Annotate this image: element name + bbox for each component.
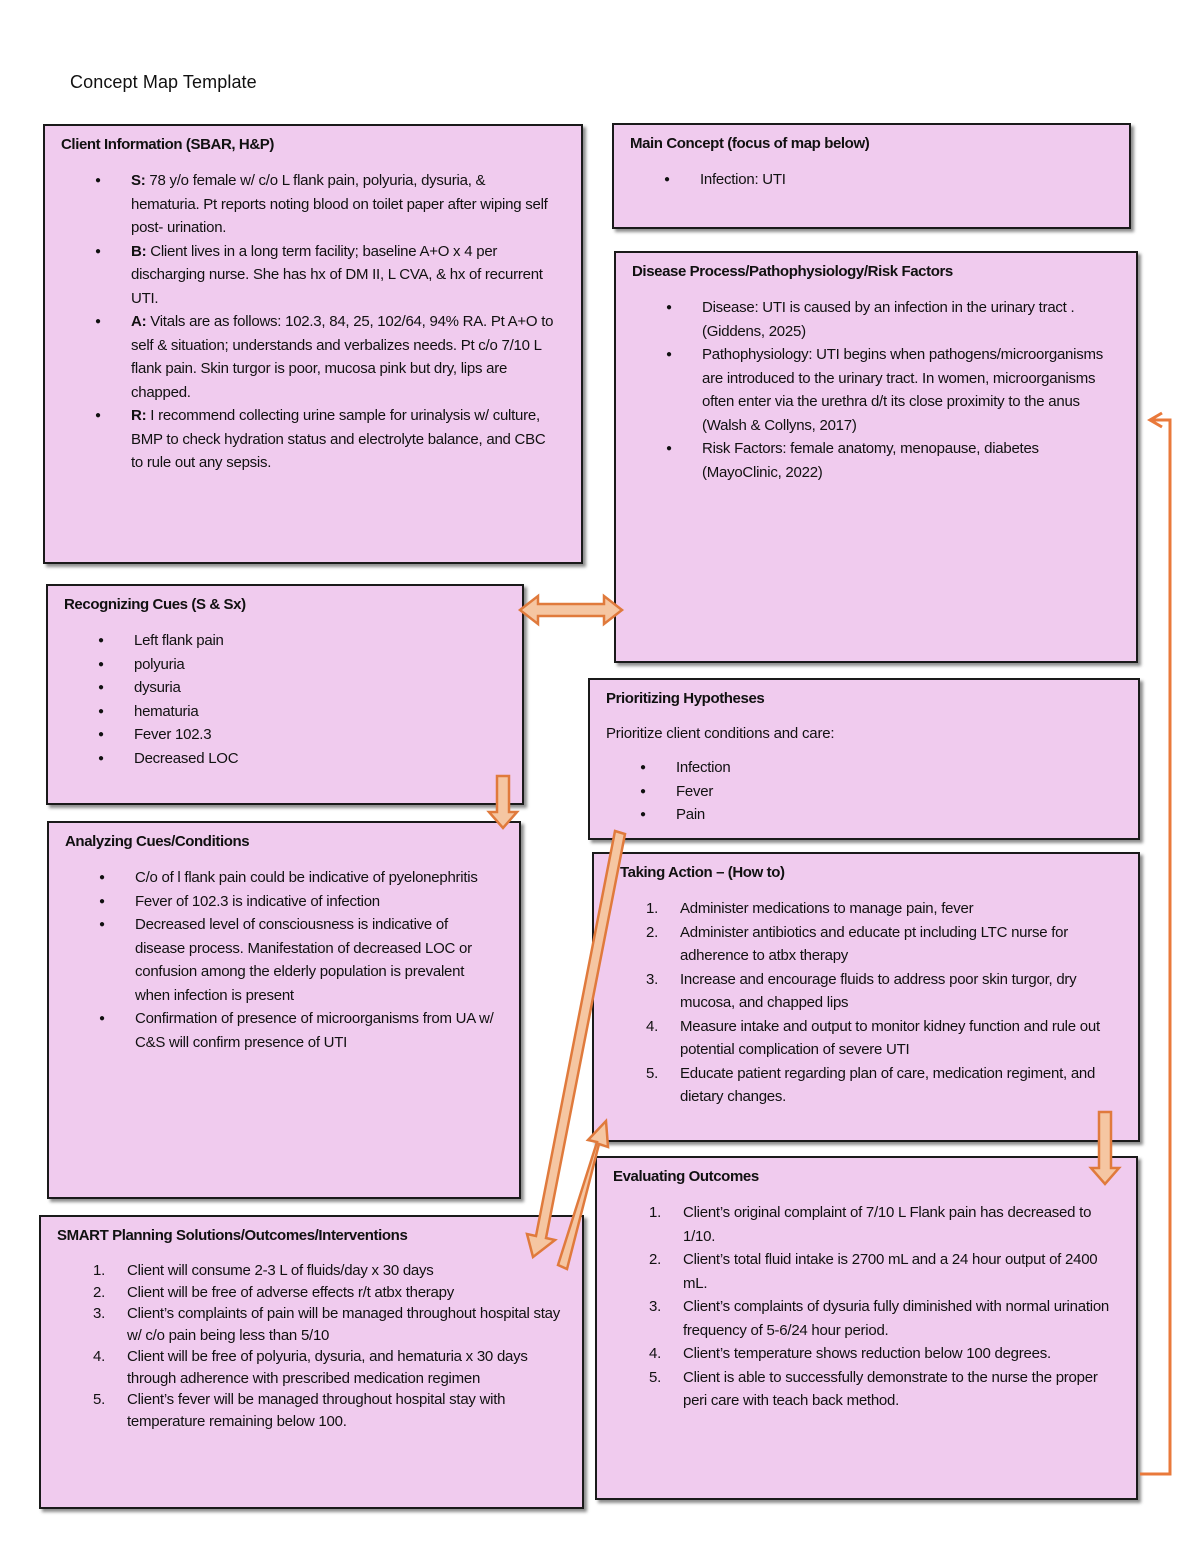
- elbow-arrow-evaluating-disease: [1140, 420, 1170, 1474]
- smart-item: Client will consume 2-3 L of fluids/day x 30 days: [127, 1262, 434, 1279]
- diagonal-arrow-prioritizing-smart: [527, 831, 625, 1257]
- evaluation-item: Client’s original complaint of 7/10 L Flank pain has decreased to 1/10.: [683, 1204, 1092, 1245]
- prioritizing-heading: Prioritizing Hypotheses: [606, 690, 765, 707]
- evaluation-item: Client’s complaints of dysuria fully diminished with normal urination frequency of 5-6/24 hour period.: [683, 1298, 1110, 1339]
- client-info-heading: Client Information (SBAR, H&P): [61, 136, 274, 153]
- double-arrow-cues-disease: [520, 596, 622, 624]
- smart-item: Client will be free of adverse effects r/t atbx therapy: [127, 1283, 454, 1301]
- cue-item: ● Decreased LOC: [134, 747, 506, 771]
- cue-item: ● dysuria: [134, 676, 506, 700]
- analysis-item: ● Decreased level of consciousness is indicative of disease process. Manifestation of decreased LOC or confusion among the elderly population is prevalent when infection is present: [135, 913, 497, 1007]
- recognizing-cues-heading: Recognizing Cues (S & Sx): [64, 596, 246, 613]
- client-info-item-r: ● R: I recommend collecting urine sample for urinalysis w/ culture, BMP to check hydration status and electrolyte balance, and CBC to rule out any sepsis.: [131, 404, 555, 475]
- disease-process-heading: Disease Process/Pathophysiology/Risk Factors: [632, 263, 953, 280]
- analyzing-cues-heading: Analyzing Cues/Conditions: [65, 833, 250, 850]
- evaluation-item: Client’s total fluid intake is 2700 mL and a 24 hour output of 2400 mL.: [683, 1251, 1098, 1292]
- action-item: Administer medications to manage pain, fever: [680, 900, 974, 917]
- disease-process-item: ● Pathophysiology: UTI begins when pathogens/microorganisms are introduced to the urinary tract. In women, microorganisms often enter via the urethra d/t its close proximity to the anus (Walsh & Collyns, 2017): [702, 343, 1116, 437]
- taking-action-heading: Taking Action – (How to): [620, 864, 785, 881]
- cue-item: ● Left flank pain: [134, 629, 506, 653]
- analysis-item: ● Fever of 102.3 is indicative of infection: [135, 890, 497, 914]
- priority-item: ● Fever: [676, 780, 1122, 804]
- action-item: Increase and encourage fluids to address poor skin turgor, dry mucosa, and chapped lips: [680, 970, 1077, 1011]
- client-info-item-b: ● B: Client lives in a long term facility; baseline A+O x 4 per discharging nurse. She has hx of DM II, L CVA, & hx of recurrent UTI.: [131, 240, 555, 311]
- disease-process-item: ● Disease: UTI is caused by an infection in the urinary tract . (Giddens, 2025): [702, 296, 1116, 343]
- smart-planning-heading: SMART Planning Solutions/Outcomes/Interventions: [57, 1227, 408, 1244]
- evaluation-item: Client’s temperature shows reduction below 100 degrees.: [683, 1345, 1051, 1362]
- smart-item: Client will be free of polyuria, dysuria, and hematuria x 30 days through adherence with prescribed medication regimen: [127, 1348, 528, 1387]
- client-info-item-a: ● A: Vitals are as follows: 102.3, 84, 25, 102/64, 94% RA. Pt A+O to self & situation; understands and verbalizes needs. Pt c/o 7/10 L flank pain. Skin turgor is poor, mucosa pink but dry, lips are chapped.: [131, 310, 555, 404]
- analysis-item: ● Confirmation of presence of microorganisms from UA w/ C&S will confirm presence of UTI: [135, 1007, 497, 1054]
- priority-item: ● Pain: [676, 803, 1122, 827]
- analysis-item: ● C/o of l flank pain could be indicative of pyelonephritis: [135, 866, 497, 890]
- disease-process-item: ● Risk Factors: female anatomy, menopause, diabetes (MayoClinic, 2022): [702, 437, 1116, 484]
- prioritizing-intro: Prioritize client conditions and care:: [606, 725, 835, 742]
- cue-item: ● polyuria: [134, 653, 506, 677]
- action-item: Administer antibiotics and educate pt including LTC nurse for adherence to atbx therapy: [680, 923, 1069, 964]
- smart-item: Client’s complaints of pain will be managed throughout hospital stay w/ c/o pain being less than 5/10: [127, 1305, 560, 1344]
- down-arrow-action-evaluating: [1091, 1112, 1119, 1184]
- priority-item: ● Infection: [676, 756, 1122, 780]
- action-item: Measure intake and output to monitor kidney function and rule out potential complication of severe UTI: [680, 1017, 1100, 1058]
- smart-item: Client’s fever will be managed throughout hospital stay with temperature remaining below 100.: [127, 1391, 506, 1430]
- main-concept-heading: Main Concept (focus of map below): [630, 135, 870, 152]
- evaluating-heading: Evaluating Outcomes: [613, 1168, 759, 1185]
- cue-item: ● Fever 102.3: [134, 723, 506, 747]
- page-title: Concept Map Template: [70, 72, 257, 92]
- cue-item: ● hematuria: [134, 700, 506, 724]
- action-item: Educate patient regarding plan of care, medication regiment, and dietary changes.: [680, 1064, 1096, 1105]
- evaluation-item: Client is able to successfully demonstrate to the nurse the proper peri care with teach back method.: [683, 1368, 1098, 1409]
- client-info-item-s: ● S: 78 y/o female w/ c/o L flank pain, polyuria, dysuria, & hematuria. Pt reports noting blood on toilet paper after wiping self post- urination.: [131, 169, 555, 240]
- main-concept-item: ● Infection: UTI: [700, 168, 1113, 192]
- down-arrow-cues-analyzing: [489, 776, 517, 828]
